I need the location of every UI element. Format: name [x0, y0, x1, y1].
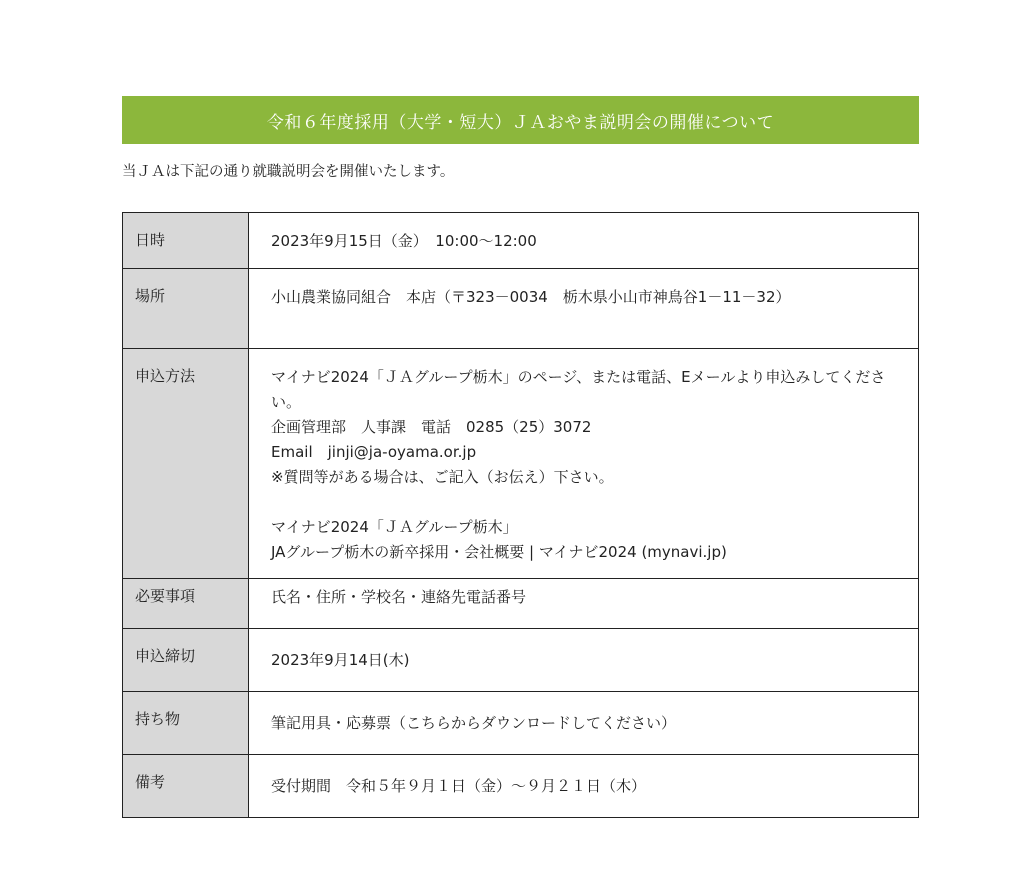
row-label: 申込方法	[123, 349, 249, 579]
remarks-text: 受付期間 令和５年９月１日（金）～９月２１日（木）	[271, 777, 647, 795]
table-row-application-method	[123, 349, 919, 579]
table-row-deadline	[123, 629, 919, 692]
intro-text: 当ＪＡは下記の通り就職説明会を開催いたします。	[122, 164, 455, 180]
row-value	[249, 629, 919, 692]
row-value	[249, 349, 919, 579]
row-label: 申込締切	[123, 629, 249, 692]
table-row-datetime	[123, 213, 919, 269]
required-items-text: 氏名・住所・学校名・連絡先電話番号	[271, 588, 527, 606]
application-instructions: マイナビ2024「ＪＡグループ栃木」のページ、または電話、Eメールより申込みしてください。	[271, 368, 886, 411]
table-row-remarks	[123, 755, 919, 818]
row-value	[249, 579, 919, 629]
table-row-belongings	[123, 692, 919, 755]
page-title-banner	[122, 96, 919, 144]
belongings-text[interactable]: 筆記用具・応募票（こちらからダウンロードしてください）	[271, 714, 677, 732]
info-table	[122, 212, 919, 818]
row-label: 必要事項	[123, 579, 249, 629]
row-value	[249, 269, 919, 349]
row-label: 日時	[123, 213, 249, 269]
mynavi-title: マイナビ2024「ＪＡグループ栃木」	[271, 518, 518, 536]
table-row-place	[123, 269, 919, 349]
table-row-required-items	[123, 579, 919, 629]
row-value	[249, 755, 919, 818]
row-label: 持ち物	[123, 692, 249, 755]
row-value	[249, 213, 919, 269]
spacer	[271, 490, 898, 515]
datetime-text: 2023年9月15日（金） 10:00～12:00	[271, 232, 537, 250]
place-text: 小山農業協同組合 本店（〒323－0034 栃木県小山市神鳥谷1－11－32）	[271, 288, 791, 306]
deadline-text: 2023年9月14日(木)	[271, 651, 410, 669]
contact-phone: 企画管理部 人事課 電話 0285（25）3072	[271, 418, 592, 436]
row-value	[249, 692, 919, 755]
page-title: 令和６年度採用（大学・短大）ＪＡおやま説明会の開催について	[266, 112, 775, 133]
row-label: 場所	[123, 269, 249, 349]
contact-email: Email jinji@ja-oyama.or.jp	[271, 443, 477, 461]
mynavi-link[interactable]: JAグループ栃木の新卒採用・会社概要 | マイナビ2024 (mynavi.jp)	[271, 543, 727, 561]
question-note: ※質問等がある場合は、ご記入（お伝え）下さい。	[271, 468, 614, 486]
row-label: 備考	[123, 755, 249, 818]
